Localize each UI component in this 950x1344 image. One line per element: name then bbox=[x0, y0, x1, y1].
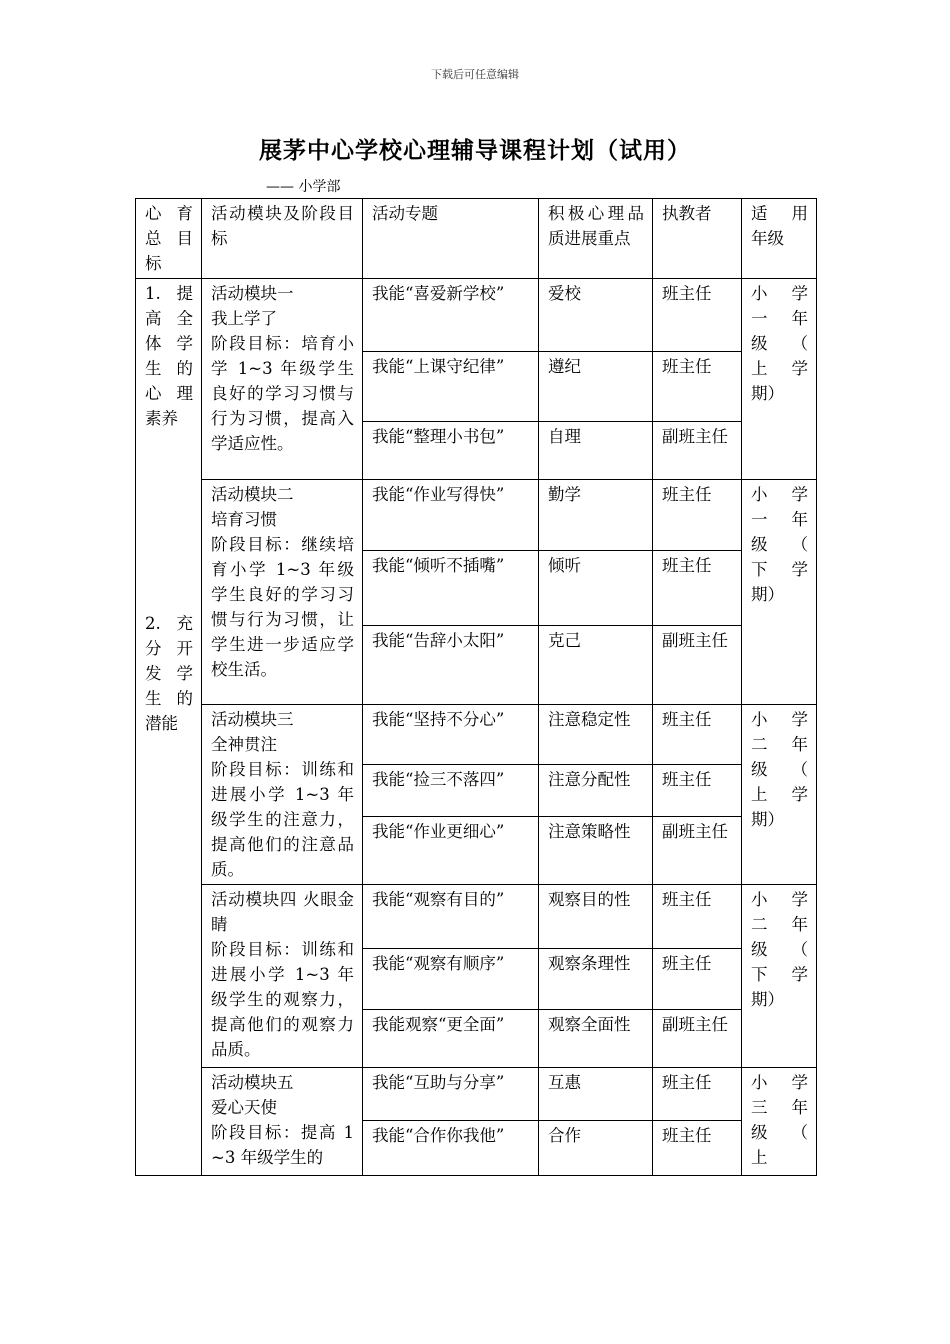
grade-cell: 小 学 一 年 级 （ 上 学 期） bbox=[742, 279, 817, 480]
topic-cell: 我能“倾听不插嘴” bbox=[363, 551, 539, 626]
topic-cell: 我能“整理小书包” bbox=[363, 422, 539, 480]
topic-cell: 我能“观察有目的” bbox=[363, 885, 539, 949]
topic-cell: 我能“观察有顺序” bbox=[363, 949, 539, 1010]
focus-cell: 注意稳定性 bbox=[539, 705, 653, 765]
focus-cell: 遵纪 bbox=[539, 352, 653, 422]
subtitle: —— 小学部 bbox=[266, 179, 341, 195]
goal-2: 2. 充分开发学生的潜能 bbox=[145, 614, 193, 733]
topic-cell: 我能“上课守纪律” bbox=[363, 352, 539, 422]
topic-cell: 我能“喜爱新学校” bbox=[363, 279, 539, 352]
topic-cell: 我能“合作你我他” bbox=[363, 1121, 539, 1176]
focus-cell: 观察目的性 bbox=[539, 885, 653, 949]
teacher-cell: 班主任 bbox=[653, 705, 742, 765]
teacher-cell: 班主任 bbox=[653, 885, 742, 949]
focus-cell: 克己 bbox=[539, 626, 653, 705]
grade-cell: 小 学 二 年 级 （ 下 学 期） bbox=[742, 885, 817, 1068]
header-cell: 积极心理品质进展重点 bbox=[539, 199, 653, 279]
teacher-cell: 班主任 bbox=[653, 764, 742, 816]
goal-1: 1. 提高全体学生的心理素养 bbox=[145, 284, 193, 428]
teacher-cell: 班主任 bbox=[653, 480, 742, 551]
focus-cell: 倾听 bbox=[539, 551, 653, 626]
header-cell: 适 用 年级 bbox=[742, 199, 817, 279]
header-cell: 活动专题 bbox=[363, 199, 539, 279]
module-desc: 活动模块五 爱心天使 阶段目标：提高 1~3 年级学生的 bbox=[202, 1068, 363, 1176]
header-note: 下载后可任意编辑 bbox=[431, 68, 519, 81]
topic-cell: 我能“告辞小太阳” bbox=[363, 626, 539, 705]
teacher-cell: 班主任 bbox=[653, 551, 742, 626]
focus-cell: 观察条理性 bbox=[539, 949, 653, 1010]
focus-cell: 合作 bbox=[539, 1121, 653, 1176]
header-cell: 执教者 bbox=[653, 199, 742, 279]
plan-table bbox=[135, 198, 817, 1176]
table-row bbox=[136, 279, 817, 352]
focus-cell: 互惠 bbox=[539, 1068, 653, 1121]
table-row bbox=[136, 885, 817, 949]
teacher-cell: 班主任 bbox=[653, 279, 742, 352]
teacher-cell: 副班主任 bbox=[653, 422, 742, 480]
table-row bbox=[136, 705, 817, 765]
teacher-cell: 班主任 bbox=[653, 1068, 742, 1121]
topic-cell: 我能“互助与分享” bbox=[363, 1068, 539, 1121]
topic-cell: 我能观察“更全面” bbox=[363, 1010, 539, 1068]
teacher-cell: 班主任 bbox=[653, 949, 742, 1010]
focus-cell: 勤学 bbox=[539, 480, 653, 551]
header-cell: 心 育 总 目 标 bbox=[136, 199, 202, 279]
focus-cell: 爱校 bbox=[539, 279, 653, 352]
grade-cell: 小 学 三 年 级 （ 上 bbox=[742, 1068, 817, 1176]
table-row bbox=[136, 1068, 817, 1121]
topic-cell: 我能“作业更细心” bbox=[363, 817, 539, 885]
module-desc: 活动模块二 培育习惯 阶段目标：继续培育小学 1~3 年级学生良好的学习习惯与行为习惯，让学生进一步适应学校生活。 bbox=[202, 480, 363, 705]
module-desc: 活动模块一 我上学了 阶段目标：培育小学 1~3 年级学生良好的学习习惯与行为习惯，提高入学适应性。 bbox=[202, 279, 363, 480]
module-desc: 活动模块三 全神贯注 阶段目标：训练和进展小学 1~3 年级学生的注意力，提高他们的注意品质。 bbox=[202, 705, 363, 885]
header-cell: 活动模块及阶段目标 bbox=[202, 199, 363, 279]
table-row bbox=[136, 480, 817, 551]
focus-cell: 自理 bbox=[539, 422, 653, 480]
focus-cell: 注意分配性 bbox=[539, 764, 653, 816]
topic-cell: 我能“作业写得快” bbox=[363, 480, 539, 551]
teacher-cell: 班主任 bbox=[653, 1121, 742, 1176]
teacher-cell: 副班主任 bbox=[653, 1010, 742, 1068]
teacher-cell: 副班主任 bbox=[653, 626, 742, 705]
focus-cell: 注意策略性 bbox=[539, 817, 653, 885]
topic-cell: 我能“捡三不落四” bbox=[363, 764, 539, 816]
grade-cell: 小 学 一 年 级 （ 下 学 期） bbox=[742, 480, 817, 705]
table-header-row bbox=[136, 199, 817, 279]
module-desc: 活动模块四 火眼金睛 阶段目标：训练和进展小学 1~3 年级学生的观察力，提高他们的观察力品质。 bbox=[202, 885, 363, 1068]
teacher-cell: 副班主任 bbox=[653, 817, 742, 885]
topic-cell: 我能“坚持不分心” bbox=[363, 705, 539, 765]
focus-cell: 观察全面性 bbox=[539, 1010, 653, 1068]
teacher-cell: 班主任 bbox=[653, 352, 742, 422]
page-title: 展茅中心学校心理辅导课程计划（试用） bbox=[259, 137, 691, 164]
goal-cell bbox=[136, 279, 202, 1176]
grade-cell: 小 学 二 年 级 （ 上 学 期） bbox=[742, 705, 817, 885]
